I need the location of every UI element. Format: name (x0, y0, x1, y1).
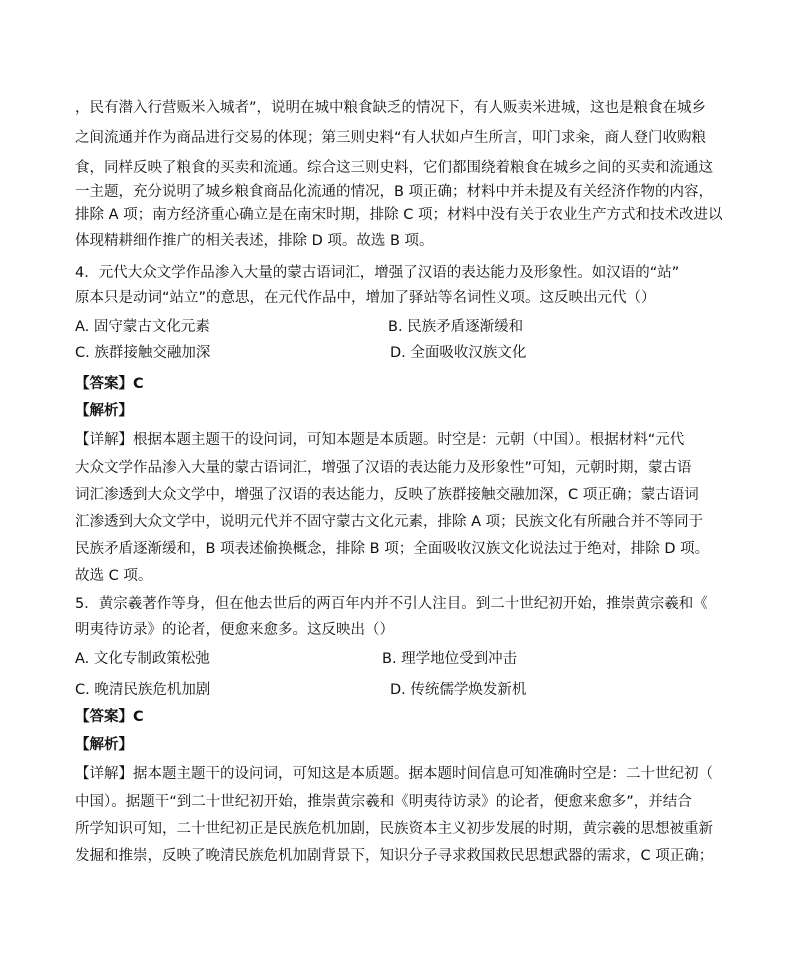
paragraph-line: ，民有潜入行营贩米入城者”，说明在城中粮食缺乏的情况下，有人贩卖米进城，这也是粮食在城乡 (75, 100, 707, 116)
question-4-stem: 原本只是动词“站立”的意思，在元代作品中，增加了驿站等名词性义项。这反映出元代（） (75, 290, 656, 306)
q4-analysis-heading: 【解析】 (75, 403, 133, 419)
question-5-stem: 5．黄宗羲著作等身，但在他去世后的两百年内并不引人注目。到二十世纪初开始，推崇黄宗羲和《 (75, 596, 708, 612)
q4-explanation-line: 故选 C 项。 (75, 568, 153, 584)
q5-explanation-line: 发掘和推崇，反映了晚清民族危机加剧背景下，知识分子寻求救国救民思想武器的需求，C 项正确； (75, 848, 714, 864)
question-5-stem: 明夷待访录》的论者，便愈来愈多。这反映出（） (75, 622, 394, 638)
q4-explanation-line: 【详解】根据本题主题干的设问词，可知本题是本质题。时空是：元朝（中国）。根据材料“元代 (75, 432, 685, 448)
q5-explanation-line: 【详解】据本题主题干的设问词，可知这是本质题。据本题时间信息可知准确时空是：二十世纪初（ (75, 766, 713, 782)
paragraph-line: 之间流通并作为商品进行交易的体现；第三则史料“有人状如卢生所言，叩门求籴，商人登门收购粮 (75, 130, 707, 146)
q5-analysis-heading: 【解析】 (75, 737, 133, 753)
q5-option-c: C. 晚清民族危机加剧 (75, 682, 211, 698)
q4-option-d: D. 全面吸收汉族文化 (390, 345, 527, 361)
q4-explanation-line: 汇渗透到大众文学中，说明元代并不固守蒙古文化元素，排除 A 项；民族文化有所融合并不等同于 (75, 514, 704, 530)
q5-option-b: B. 理学地位受到冲击 (382, 651, 518, 667)
paragraph-line: 排除 A 项；南方经济重心确立是在南宋时期，排除 C 项；材料中没有关于农业生产方式和技术改进以 (75, 207, 723, 223)
paragraph-line: 体现精耕细作推广的相关表述，排除 D 项。故选 B 项。 (75, 233, 434, 249)
q4-option-c: C. 族群接触交融加深 (75, 345, 211, 361)
q4-option-a: A. 固守蒙古文化元素 (75, 319, 210, 335)
q4-explanation-line: 词汇渗透到大众文学中，增强了汉语的表达能力，反映了族群接触交融加深，C 项正确；蒙古语词 (75, 487, 699, 503)
q4-explanation-line: 大众文学作品渗入大量的蒙古语词汇，增强了汉语的表达能力及形象性”可知，元朝时期，蒙古语 (75, 460, 692, 476)
q5-option-a: A. 文化专制政策松弛 (75, 651, 210, 667)
q5-explanation-line: 中国）。据题干“到二十世纪初开始，推崇黄宗羲和《明夷待访录》的论者，便愈来愈多”，并结合 (75, 794, 692, 810)
q4-explanation-line: 民族矛盾逐渐缓和，B 项表述偷换概念，排除 B 项；全面吸收汉族文化说法过于绝对，排除 D 项。 (75, 541, 710, 557)
q4-option-b: B. 民族矛盾逐渐缓和 (388, 319, 524, 335)
q5-answer: 【答案】C (75, 709, 144, 725)
paragraph-line: 食，同样反映了粮食的买卖和流通。综合这三则史料，它们都围绕着粮食在城乡之间的买卖和流通这 (75, 160, 713, 176)
q5-option-d: D. 传统儒学焕发新机 (390, 682, 527, 698)
paragraph-line: 一主题，充分说明了城乡粮食商品化流通的情况，B 项正确；材料中并未提及有关经济作物的内容， (75, 184, 714, 200)
question-4-stem: 4．元代大众文学作品渗入大量的蒙古语词汇，增强了汉语的表达能力及形象性。如汉语的“站” (75, 265, 680, 281)
q4-answer: 【答案】C (75, 376, 144, 392)
q5-explanation-line: 所学知识可知，二十世纪初正是民族危机加剧，民族资本主义初步发展的时期，黄宗羲的思想被重新 (75, 821, 713, 837)
